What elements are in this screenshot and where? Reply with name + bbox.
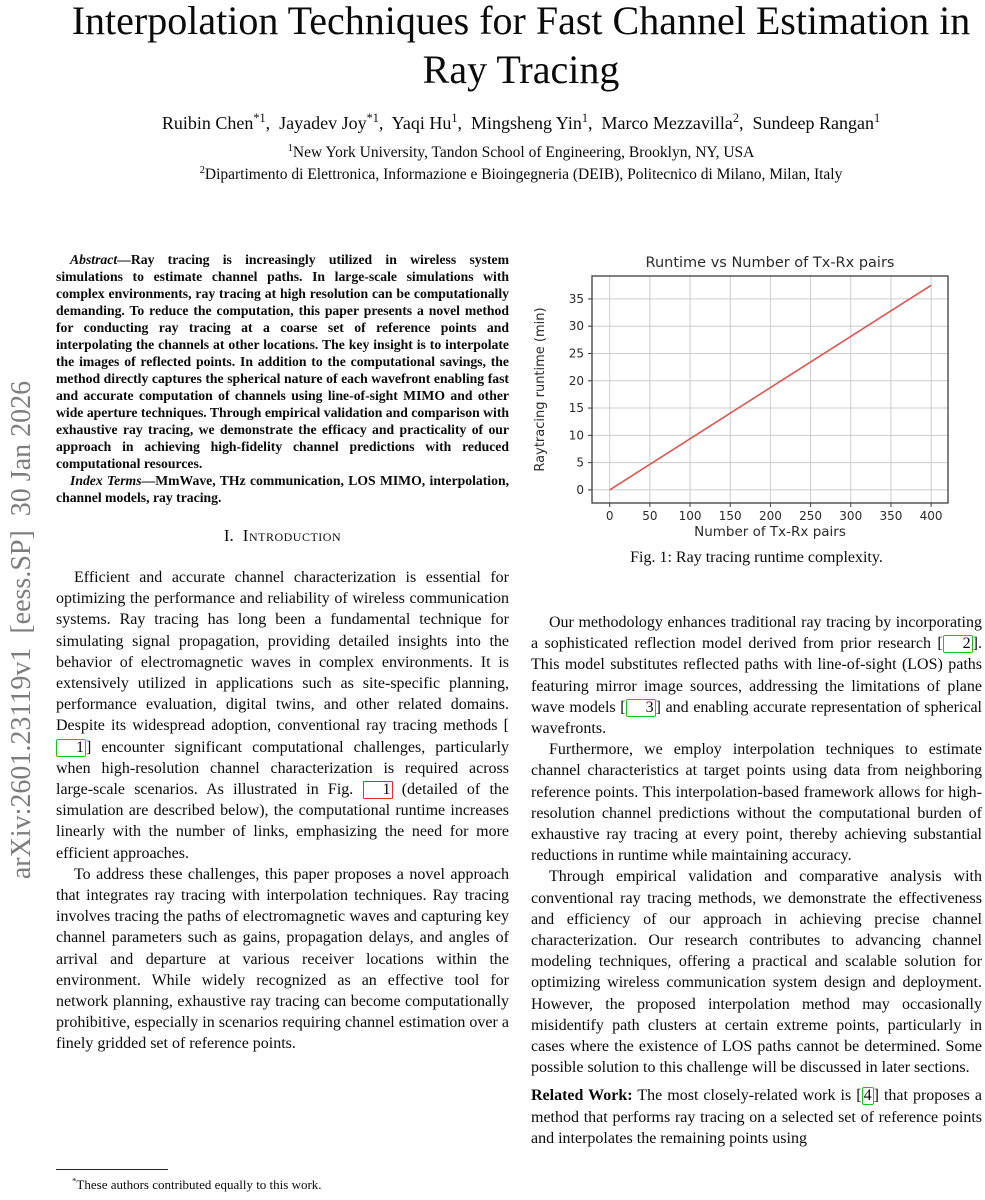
svg-text:250: 250 — [799, 509, 823, 523]
svg-text:35: 35 — [568, 291, 584, 306]
svg-text:100: 100 — [678, 509, 702, 523]
section-number: I. — [223, 526, 234, 545]
svg-text:Raytracing runtime (min): Raytracing runtime (min) — [533, 307, 548, 472]
related-work-paragraph: Related Work: The most closely-related work is [ 4 ] that proposes a method that performs ray tracing on a selected set of reference points and interpolates the remaining points using — [531, 1087, 982, 1147]
svg-text:400: 400 — [919, 509, 943, 523]
svg-text:150: 150 — [718, 509, 742, 523]
svg-text:15: 15 — [568, 401, 584, 416]
equal-contribution-footnote: *These authors contributed equally to this work. — [72, 1175, 322, 1192]
author-line: Ruibin Chen$^{*1}$, Jayadev Joy$^{*1}$, Yaqi Hu$^1$, Mingsheng Yin$^1$, Marco Mezzavilla$^2$, Sundeep Rangan$^1$ — [161, 111, 881, 133]
figure-ref-link[interactable]: 1 — [363, 781, 393, 799]
svg-text:Runtime vs Number of Tx-Rx pai: Runtime vs Number of Tx-Rx pairs — [645, 255, 895, 271]
footnote-rule — [56, 1169, 168, 1170]
figure-1 — [531, 250, 982, 567]
svg-text:25: 25 — [568, 346, 584, 361]
svg-text:10: 10 — [568, 428, 584, 443]
svg-text:0: 0 — [576, 482, 584, 497]
intro-paragraph-1: Efficient and accurate channel characterization is essential for optimizing the performance and reliability of wireless communication systems. Ray tracing has long been a fundamental technique for simulating signal propagation, providing detailed insights into the behavior of electromagnetic waves in complex environments. It is extensively utilized in applications such as site-specific planning, performance evaluation, digital twins, and other related domains. Despite its widespread adoption, conventional ray tracing methods [1 ] encounter significant computational challenges, particularly when high-resolution channel characterization is required across large-scale scenarios. As illustrated in Fig. 1 (detailed of the simulation are described below), the computational runtime increases linearly with the number of links, emphasizing the need for more efficient approaches. — [56, 569, 509, 862]
citation-link[interactable]: 2 — [943, 635, 973, 653]
runtime-chart — [531, 250, 982, 542]
figure-1-caption: Fig. 1: Ray tracing runtime complexity. — [630, 549, 883, 566]
left-column — [56, 251, 509, 1055]
citation-link[interactable]: 3 — [626, 699, 656, 717]
abstract-paragraph: Abstract—Ray tracing is increasingly utilized in wireless system simulations to estimate channel paths. In large-scale simulations with complex environments, ray tracing at high resolution can be computationally demanding. To reduce the computation, this paper presents a novel method for conducting ray tracing at a coarse set of reference points and interpolating the channels at other locations. The key insight is to interpolate the images of reflected points. In addition to the computational savings, the method directly captures the spherical nature of each wavefront enabling fast and accurate computation of channels using line-of-sight MIMO and other wide aperture techniques. Through empirical validation and comparison with exhaustive ray tracing, we demonstrate the efficacy and practicality of our approach in achieving high-fidelity channel predictions with reduced computational resources. — [56, 252, 509, 471]
section-heading-introduction — [56, 526, 509, 546]
right-column — [531, 250, 982, 1149]
index-terms-paragraph: Index Terms—MmWave, THz communication, LOS MIMO, interpolation, channel models, ray tracing. — [56, 473, 509, 505]
paper-title: Interpolation Techniques for Fast Channel Estimation in Ray Tracing — [71, 0, 971, 92]
svg-text:Number of Tx-Rx pairs: Number of Tx-Rx pairs — [694, 524, 846, 540]
svg-text:0: 0 — [605, 509, 614, 523]
svg-text:200: 200 — [758, 509, 782, 523]
right-paragraph-1: Our methodology enhances traditional ray tracing by incorporating a sophisticated reflection model derived from prior research [ 2 ]. This model substitutes reflected paths with line-of-sight (LOS) paths featuring mirror image sources, addressing the limitations of plane wave models [ 3 ] and enabling accurate representation of spherical wavefronts. — [531, 614, 982, 738]
affiliations — [56, 142, 985, 186]
citation-link[interactable]: 1 — [56, 739, 86, 757]
svg-text:350: 350 — [879, 509, 903, 523]
svg-text:50: 50 — [642, 509, 658, 523]
affiliation-1: $^1$New York University, Tandon School of Engineering, Brooklyn, NY, USA — [287, 142, 755, 161]
svg-text:20: 20 — [568, 373, 584, 388]
section-title: Introduction — [242, 526, 342, 545]
right-paragraph-2: Furthermore, we employ interpolation techniques to estimate channel characteristics at target points using data from neighboring reference points. This interpolation-based framework allows for high-resolution channel predictions without the computational burden of exhaustive ray tracing at every point, thereby achieving substantial reductions in runtime while maintaining accuracy. — [531, 741, 982, 865]
svg-text:30: 30 — [568, 319, 584, 334]
right-paragraph-3: Through empirical validation and comparative analysis with conventional ray tracing methods, we demonstrate the effectiveness and efficiency of our approach in achieving precise channel characterization. Our research contributes to advancing channel modeling techniques, offering a practical and scalable solution for optimizing wireless communication system design and deployment. However, the proposed interpolation method may occasionally misidentify path clusters at certain extreme points, particularly in cases where the existence of LOS paths cannot be determined. Some possible solution to this challenge will be discussed in later sections. — [531, 868, 982, 1077]
arxiv-watermark: arXiv:2601.23119v1 [eess.SP] 30 Jan 2026 — [6, 380, 37, 880]
svg-text:5: 5 — [576, 455, 584, 470]
citation-link[interactable]: 4 — [863, 1087, 872, 1105]
svg-text:300: 300 — [839, 509, 863, 523]
intro-paragraph-2: To address these challenges, this paper proposes a novel approach that integrates ray tracing with interpolation techniques. Ray tracing involves tracing the paths of electromagnetic waves and capturing key channel parameters such as gains, propagation delays, and angles of arrival and departure at various receiver locations within the environment. While widely recognized as an effective tool for network planning, exhaustive ray tracing can become computationally prohibitive, especially in scenarios requiring channel estimation over a finely gridded set of reference points. — [56, 865, 509, 1053]
affiliation-2: $^2$Dipartimento di Elettronica, Informazione e Bioingegneria (DEIB), Politecnico di Milano, Milan, Italy — [199, 164, 843, 183]
